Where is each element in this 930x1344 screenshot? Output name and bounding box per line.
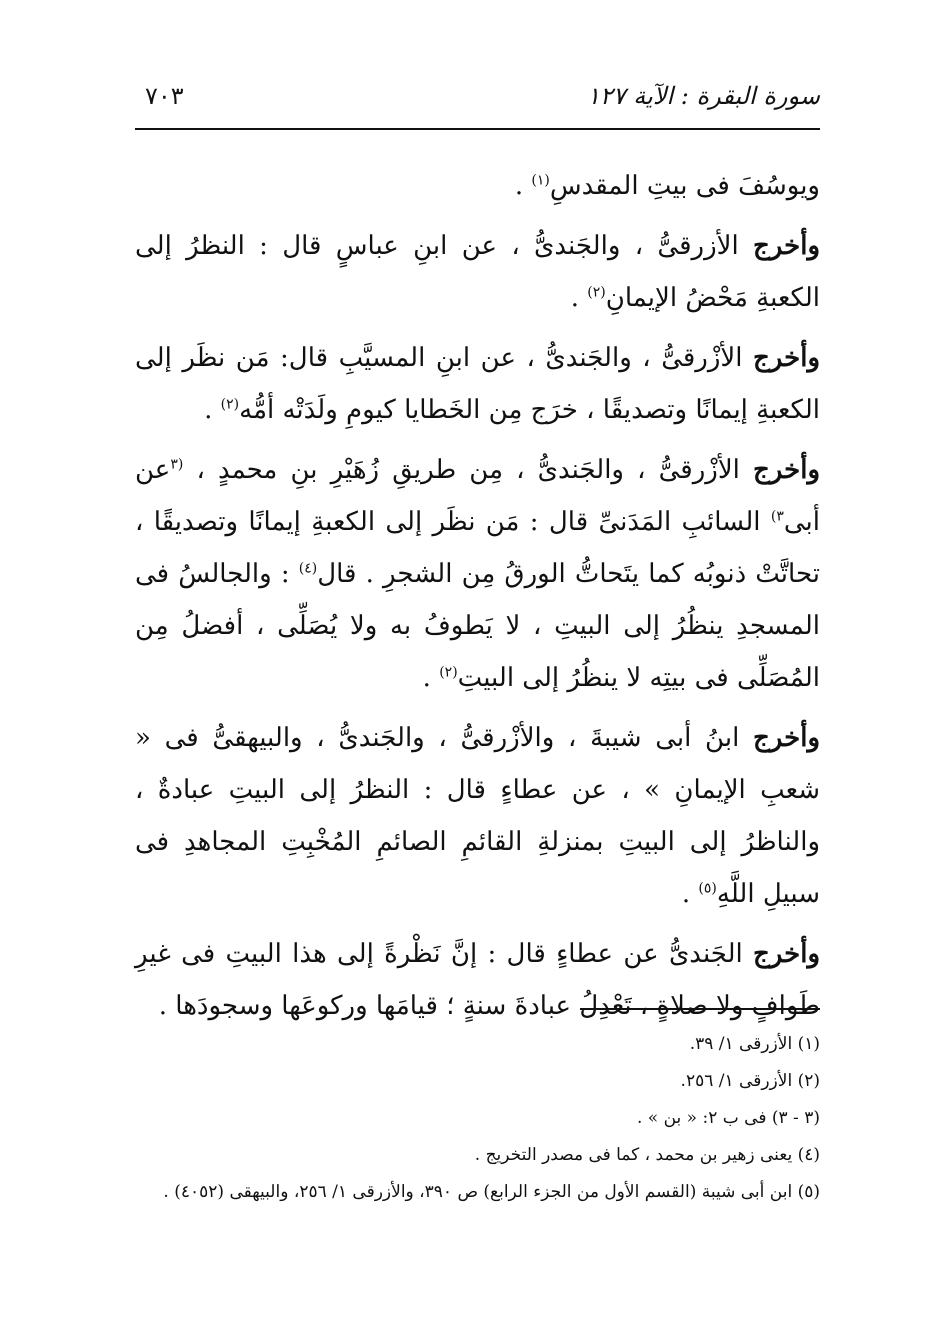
paragraph-lead: وأخرج	[753, 723, 820, 753]
footnote-4: (٤) يعنى زهير بن محمد ، كما فى مصدر التخريج .	[474, 1145, 820, 1165]
footnote-ref: (٤)	[298, 560, 318, 577]
paragraph-end: .	[514, 171, 532, 201]
paragraph-text: ويوسُفَ فى بيتِ المقدسِ	[549, 171, 820, 201]
paragraph-2	[135, 220, 820, 324]
paragraph-3	[135, 332, 820, 436]
paragraph-6	[135, 928, 820, 1032]
footnote-ref: (٥)	[698, 880, 717, 897]
paragraph-lead: وأخرج	[753, 939, 820, 969]
footnote-ref: ٣)	[770, 508, 784, 525]
paragraph-text: الجَندىُّ عن عطاءٍ قال : إنَّ نَظْرةً إلى هذا البيتِ فى غيرِ طَوافٍ ولا صلاةٍ ، تَعْدِلُ عبادةَ سنةٍ ؛ قيامَها وركوعَها وسجودَها .	[135, 939, 820, 1021]
paragraph-text: عن أبى	[135, 455, 820, 537]
paragraph-end: .	[422, 663, 440, 693]
paragraph-end: .	[204, 395, 221, 425]
paragraph-4	[135, 444, 820, 704]
paragraph-text: الأزْرقىُّ ، والجَندىُّ ، عن ابنِ المسيَّبِ قال: مَن نظَر إلى الكعبةِ إيمانًا وتصديقًا ، خرَج مِن الخَطايا كيومِ ولَدَتْه أمُّه	[135, 343, 820, 425]
paragraph-lead: وأخرج	[753, 231, 820, 261]
paragraph-end: .	[570, 283, 588, 313]
footnote-rule	[580, 1008, 820, 1010]
footnote-ref: (١)	[531, 172, 550, 189]
paragraph-text: الأزْرقىُّ ، والجَندىُّ ، مِن طريقِ زُهَيْرِ بنِ محمدٍ ،	[183, 455, 754, 485]
footnote-3: (٣ - ٣) فى ب ٢: « بن » .	[636, 1108, 820, 1128]
main-text	[135, 160, 820, 1040]
paragraph-lead: وأخرج	[753, 343, 820, 373]
footnote-ref: (٢)	[220, 396, 240, 413]
paragraph-1	[135, 160, 820, 212]
paragraph-text: ابنُ أبى شيبةَ ، والأزْرقىُّ ، والجَندىُّ ، والبيهقىُّ فى « شعبِ الإيمانِ » ، عن عطاءٍ قال : النظرُ إلى البيتِ عبادةٌ ، والناظرُ إلى البيتِ بمنزلةِ القائمِ الصائمِ المُخْبِتِ المجاهدِ فى سبيلِ اللَّهِ	[135, 723, 820, 909]
footnote-5: (٥) ابن أبى شيبة (القسم الأول من الجزء الرابع) ص ٣٩٠، والأزرقى ١/ ٢٥٦، والبيهقى (٤٠٥٢) .	[163, 1182, 820, 1202]
footnote-ref: (٣	[170, 456, 184, 473]
running-header	[135, 78, 820, 126]
footnote-1: (١) الأزرقى ١/ ٣٩.	[689, 1034, 820, 1054]
paragraph-lead: وأخرج	[753, 455, 820, 485]
page-number: ٧٠٣	[145, 82, 184, 110]
paragraph-text: الأزرقىُّ ، والجَندىُّ ، عن ابنِ عباسٍ قال : النظرُ إلى الكعبةِ مَحْضُ الإيمانِ	[135, 231, 820, 313]
paragraph-text: السائبِ المَدَنىِّ قال : مَن نظَر إلى الكعبةِ إيمانًا وتصديقًا ، تحاتَّتْ ذنوبُه كما يتَحاتُّ الورقُ مِن الشجرِ . قال	[135, 507, 820, 589]
paragraph-end: .	[681, 879, 699, 909]
header-rule	[135, 128, 820, 130]
footnote-2: (٢) الأزرقى ١/ ٢٥٦.	[680, 1071, 820, 1091]
footnote-ref: (٢)	[587, 284, 606, 301]
paragraph-5	[135, 712, 820, 920]
running-title: سورة البقرة : الآية ١٢٧	[586, 82, 820, 110]
paragraph-text: : والجالسُ فى المسجدِ ينظُرُ إلى البيتِ ، لا يَطوفُ به ولا يُصَلِّى ، أفضلُ مِن المُصَلِّى فى بيتِه لا ينظُرُ إلى البيتِ	[135, 559, 820, 693]
footnote-ref: (٢)	[439, 664, 458, 681]
footnotes	[135, 1026, 820, 1211]
